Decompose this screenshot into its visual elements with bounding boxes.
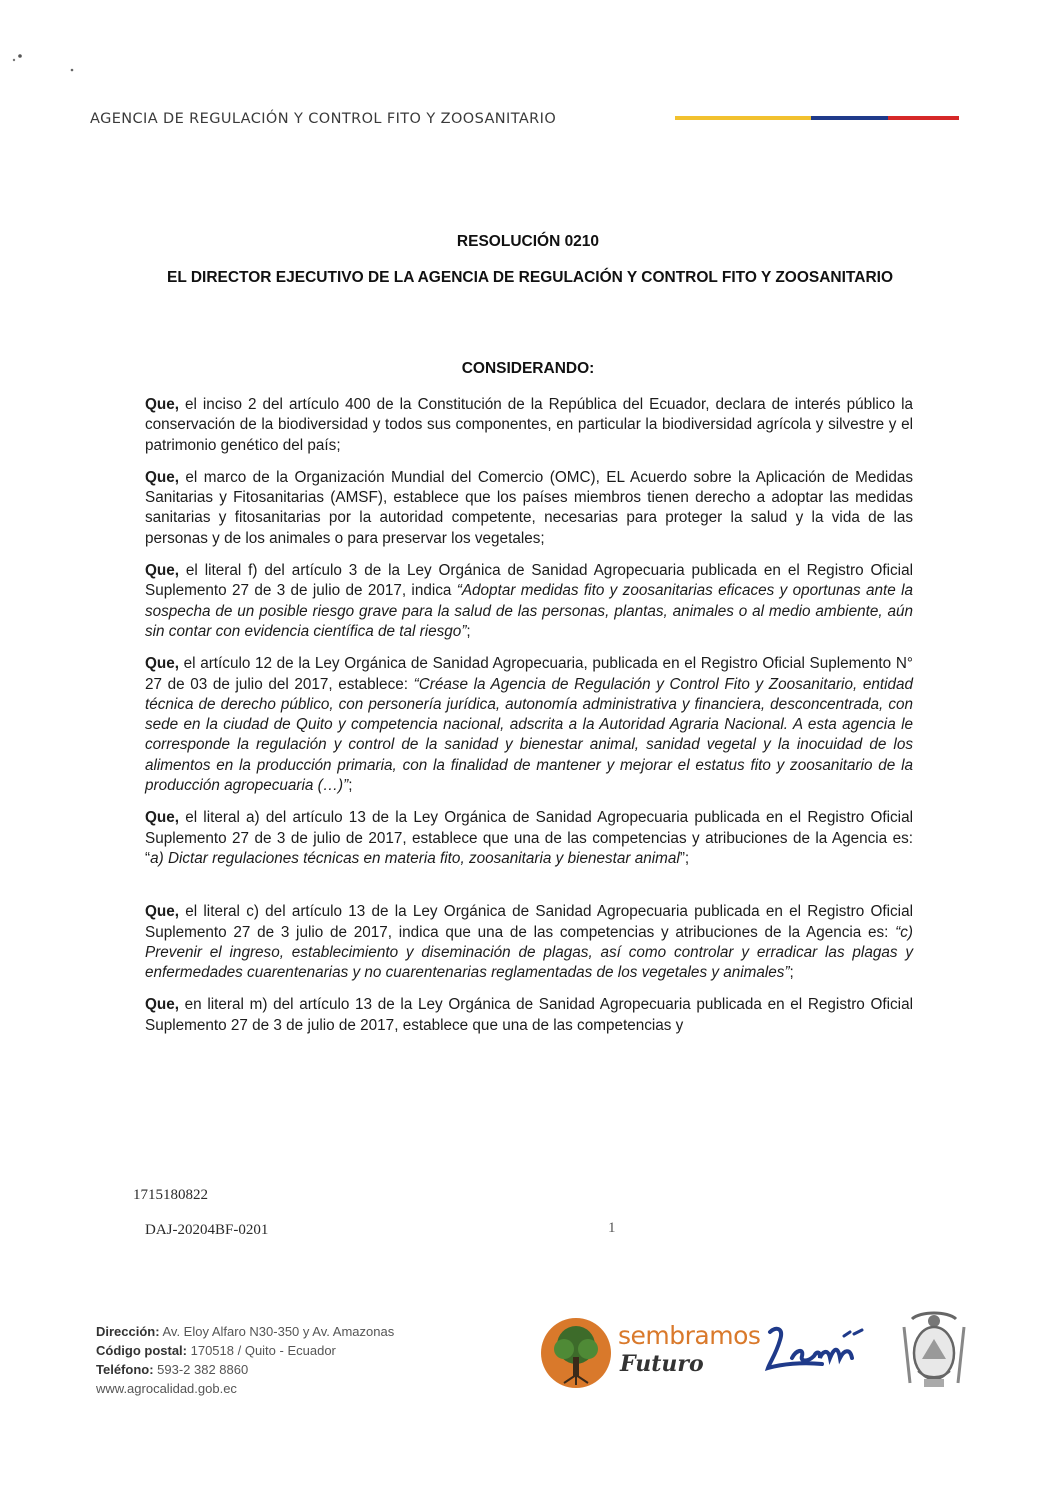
postal-value: 170518 / Quito - Ecuador	[187, 1343, 336, 1358]
phone-label: Teléfono:	[96, 1362, 154, 1377]
ecuador-coat-of-arms-icon	[898, 1309, 970, 1391]
paragraph-lead: Que,	[145, 809, 179, 827]
paragraph-tail: ”;	[679, 849, 690, 867]
document-reference: DAJ-20204BF-0201	[145, 1222, 269, 1238]
flag-blue-stripe	[811, 116, 888, 120]
flag-yellow-stripe	[675, 116, 811, 120]
paragraph-quote: “Adoptar medidas fito y zoosanitarias eficaces y oportunas ante la sospecha de un posible riesgo grave para la salud de las personas, plantas, animales o al medio ambiente, aún sin contar con evidencia científica de tal riesgo”	[145, 582, 913, 640]
document-body	[145, 395, 913, 1048]
footer-address	[96, 1322, 394, 1341]
paragraph-lead: Que,	[145, 903, 179, 921]
flag-color-bar	[675, 116, 959, 120]
paragraph	[145, 654, 913, 796]
paragraph	[145, 395, 913, 456]
paragraph-tail: ;	[466, 622, 471, 640]
paragraph	[145, 808, 913, 869]
paragraph-text: el literal f) del artículo 3 de la Ley Orgánica de Sanidad Agropecuaria publicada en el Registro Oficial Suplemento 27 de 3 de julio de 2017, indica	[145, 562, 913, 600]
phone-value: 593-2 382 8860	[153, 1362, 249, 1377]
paragraph-quote: “c) Prevenir el ingreso, establecimiento y diseminación de plagas, así como controlar y erradicar las plagas y enfermedades cuarentenarias y no cuarentenarias reglamentadas de los vegetales y animales”	[145, 923, 913, 982]
paragraph-lead: Que,	[145, 562, 179, 580]
logo-word-sembramos: sembramos	[618, 1321, 761, 1350]
postal-label: Código postal:	[96, 1343, 187, 1358]
footer-postal	[96, 1341, 394, 1360]
paragraph	[145, 995, 913, 1036]
resolution-title: RESOLUCIÓN 0210	[456, 233, 600, 250]
paragraph-text: el artículo 12 de la Ley Orgánica de Sanidad Agropecuaria, publicada en el Registro Oficial Suplemento N° 27 de 03 de julio del 2017, establece:	[145, 655, 913, 693]
agency-header: AGENCIA DE REGULACIÓN Y CONTROL FITO Y ZOOSANITARIO	[90, 111, 557, 127]
lenin-signature-logo	[762, 1318, 887, 1378]
paragraph-lead: Que,	[145, 396, 179, 413]
paragraph-quote: “Créase la Agencia de Regulación y Control Fito y Zoosanitario, entidad técnica de derecho público, con personería jurídica, autonomía administrativa y financiera, desconcentrada, con sede en la ciudad de Quito y competencia nacional, adscrita a la Autoridad Agraria Nacional. A esta agencia le corresponde la regulación y control de la sanidad y bienestar animal, sanidad vegetal y la inocuidad de los alimentos en la producción primaria, con la finalidad de mantener y mejorar el estatus fito y zoosanitario de la producción agropecuaria (…)”	[145, 675, 914, 795]
address-label: Dirección:	[96, 1324, 160, 1339]
paragraph	[145, 468, 913, 549]
paragraph-text: en literal m) del artículo 13 de la Ley Orgánica de Sanidad Agropecuaria publicada en el Registro Oficial Suplemento 27 de 3 de julio de 2017, establece que una de las competencias y	[145, 996, 913, 1034]
paragraph-quote: a) Dictar regulaciones técnicas en materia fito, zoosanitaria y bienestar animal	[150, 849, 680, 867]
paragraph-text: el literal c) del artículo 13 de la Ley Orgánica de Sanidad Agropecuaria publicada en el Registro Oficial Suplemento 27 de 3 julio de 2017, indica que una de las competencias y atribuciones de la Agencia es:	[145, 903, 913, 941]
sembramos-futuro-logo	[540, 1313, 761, 1393]
considering-heading: CONSIDERANDO:	[461, 360, 595, 377]
paragraph	[145, 902, 913, 983]
footer-phone	[96, 1360, 394, 1379]
paragraph	[145, 561, 913, 642]
paragraph-lead: Que,	[145, 996, 179, 1014]
logo-word-futuro: Futuro	[620, 1351, 704, 1377]
issuer-title: EL DIRECTOR EJECUTIVO DE LA AGENCIA DE REGULACIÓN Y CONTROL FITO Y ZOOSANITARIO	[167, 269, 893, 286]
paragraph-text: el literal a) del artículo 13 de la Ley Orgánica de Sanidad Agropecuaria publicada en el Registro Oficial Suplemento 27 de 3 de julio de 2017, establece que una de las competencias y atribuciones de la Agencia es: “	[145, 809, 913, 867]
address-value: Av. Eloy Alfaro N30-350 y Av. Amazonas	[159, 1324, 395, 1339]
paragraph-lead: Que,	[145, 468, 179, 486]
footer-contact	[96, 1322, 394, 1398]
footer-website[interactable]: www.agrocalidad.gob.ec	[96, 1381, 237, 1396]
page-number: 1	[608, 1220, 616, 1236]
paragraph-tail: ;	[348, 777, 353, 795]
paragraph-lead: Que,	[145, 655, 179, 673]
paragraph-tail: ;	[789, 964, 794, 982]
stamp-number: 1715180822	[133, 1187, 208, 1203]
flag-red-stripe	[888, 116, 959, 120]
paragraph-text: el marco de la Organización Mundial del Comercio (OMC), EL Acuerdo sobre la Aplicación de Medidas Sanitarias y Fitosanitarias (AMSF), establece que los países miembros tienen derecho a adoptar las medidas sanitarias y fitosanitarias por la autoridad competente, necesarias para proteger la salud y la vida de las personas y de los animales o para preservar los vegetales;	[145, 468, 913, 547]
scan-specks	[10, 48, 80, 78]
tree-icon	[540, 1317, 612, 1389]
paragraph-text: el inciso 2 del artículo 400 de la Constitución de la República del Ecuador, declara de interés público la conservación de la biodiversidad y todos sus componentes, en particular la biodiversidad agrícola y silvestre y el patrimonio genético del país;	[145, 396, 913, 454]
